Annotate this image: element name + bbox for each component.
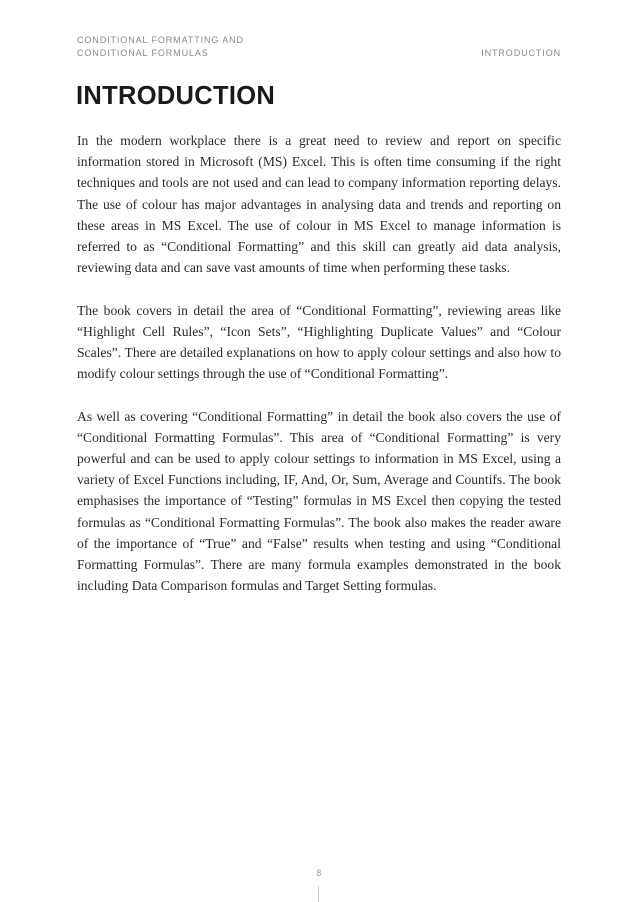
paragraph-1: In the modern workplace there is a great need to review and report on specific information stored in Microsoft (MS) Excel. This is often time consuming if the right techniques and tools are not used and can lead to company information reporting delays. The use of colour has major advantages in analysing data and trends and reporting on these areas in MS Excel. The use of colour in MS Excel to manage information is referred to as “Conditional Formatting” and this skill can greatly aid data analysis, reviewing data and can save vast amounts of time when performing these tasks. (77, 133, 561, 276)
paragraph-3: As well as covering “Conditional Formatting” in detail the book also covers the use of “Conditional Formatting Formulas”. This area of “Conditional Formatting” is very powerful and can be used to apply colour settings to information in MS Excel, using a variety of Excel Functions including, IF, And, Or, Sum, Average and Countifs. The book emphasises the importance of “Testing” formulas in MS Excel then copying the tested formulas as “Conditional Formatting Formulas”. The book also makes the reader aware of the importance of “True” and “False” results when testing and using “Conditional Formatting Formulas”. There are many formula examples demonstrated in the book including Data Comparison formulas and Target Setting formulas. (77, 408, 561, 594)
page-number: 8 (316, 868, 322, 878)
running-header-line-1: CONDITIONAL FORMATTING AND (77, 35, 244, 45)
page-title: INTRODUCTION (76, 82, 276, 110)
running-header-line-2: CONDITIONAL FORMULAS (77, 48, 209, 58)
running-header-section: INTRODUCTION (481, 48, 561, 58)
footer-divider (318, 886, 319, 902)
running-header-book-title (77, 34, 244, 60)
paragraph-2: The book covers in detail the area of “Conditional Formatting”, reviewing areas like “Highlight Cell Rules”, “Icon Sets”, “Highlighting Duplicate Values” and “Colour Scales”. There are detailed explanations on how to apply colour settings and also how to modify colour settings through the use of “Conditional Formatting”. (77, 302, 561, 382)
body-text (77, 130, 561, 618)
